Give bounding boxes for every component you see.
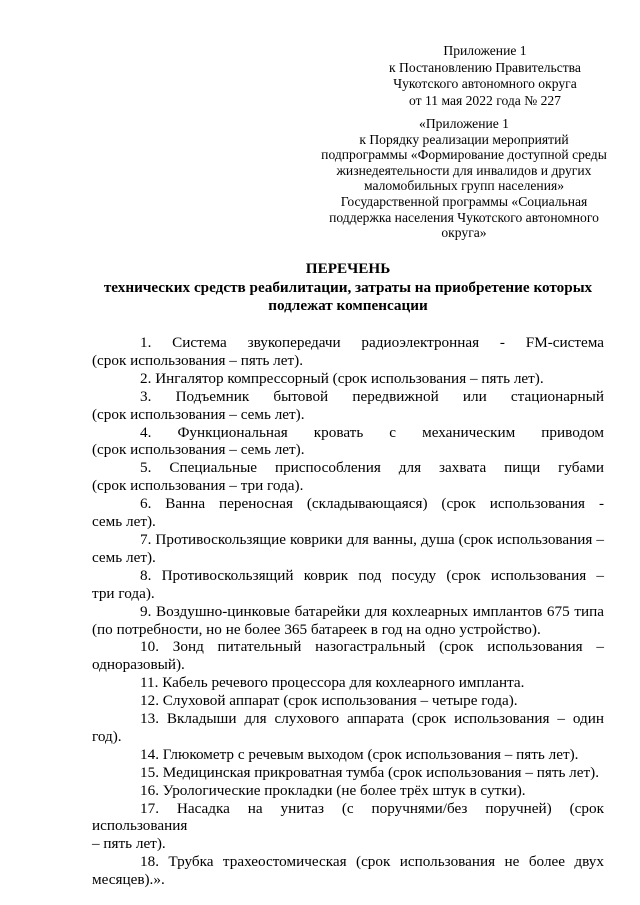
list-item-line: 14. Глюкометр с речевым выходом (срок использования – пять лет). [140, 745, 579, 763]
list-item-line: – пять лет). [92, 835, 166, 853]
document-title [92, 260, 604, 316]
list-item [92, 567, 604, 603]
list-item-line: 15. Медицинская прикроватная тумба (срок использования – пять лет). [140, 763, 599, 781]
annex-header-line: Приложение 1 [443, 43, 527, 58]
annex-sub-header [318, 116, 610, 241]
list-item-line: 16. Урологические прокладки (не более трёх штук в сутки). [140, 781, 526, 799]
list-item-line: (срок использования – семь лет). [92, 405, 305, 423]
list-item [92, 603, 604, 639]
annex-sub-line: подпрограммы «Формирование доступной среды [321, 147, 607, 163]
annex-header-line: от 11 мая 2022 года № 227 [409, 92, 561, 108]
list-item-line: 3. Подъемник бытовой передвижной или стационарный [140, 387, 604, 405]
list-item-line: 11. Кабель речевого процессора для кохлеарного импланта. [140, 674, 525, 692]
list-item-line: 6. Ванна переносная (складывающаяся) (срок использования - [140, 495, 604, 513]
annex-sub-line: Государственной программы «Социальная [340, 193, 588, 209]
list-item [92, 746, 604, 764]
list-item [92, 531, 604, 567]
list-item-line: месяцев).». [92, 871, 165, 889]
list-item-line: 4. Функциональная кровать с механическим приводом [140, 423, 604, 441]
list-item-line: 5. Специальные приспособления для захвата пищи губами [140, 459, 604, 477]
list-item-line: 2. Ингалятор компрессорный (срок использования – пять лет). [140, 369, 544, 387]
list-item [92, 424, 604, 460]
list-item [92, 334, 604, 370]
list-item-line: 8. Противоскользящий коврик под посуду (срок использования – [140, 566, 604, 584]
title-line: технических средств реабилитации, затраты на приобретение которых [103, 278, 593, 296]
list-item [92, 459, 604, 495]
list-item [92, 710, 604, 746]
list-item-line: (срок использования – пять лет). [92, 351, 303, 369]
list-item [92, 782, 604, 800]
list-item [92, 853, 604, 889]
annex-sub-line: округа» [441, 225, 487, 241]
list-item [92, 692, 604, 710]
list-item [92, 638, 604, 674]
list-item-line: 1. Система звукопередачи радиоэлектронная - FM-система [140, 334, 604, 351]
list-item [92, 370, 604, 388]
list-item [92, 674, 604, 692]
annex-header-line: к Постановлению Правительства [389, 59, 581, 75]
list-item-line: 7. Противоскользящие коврики для ванны, душа (срок использования – [140, 530, 604, 548]
list-item-line: 18. Трубка трахеостомическая (срок использования не более двух [140, 853, 604, 871]
list-item-line: 17. Насадка на унитаз (с поручнями/без поручней) (срок использования [92, 799, 604, 835]
list-item-line: (срок использования – семь лет). [92, 441, 305, 459]
list-item-line: (по потребности, но не более 365 батареек в год на одно устройство). [92, 620, 541, 638]
list-item-line: 12. Слуховой аппарат (срок использования – четыре года). [140, 692, 518, 710]
list-item-line: семь лет). [92, 513, 156, 531]
list-item [92, 388, 604, 424]
list-item-line: 13. Вкладыши для слухового аппарата (срок использования – один год). [92, 710, 604, 745]
title-line: подлежат компенсации [268, 297, 428, 314]
list-item [92, 495, 604, 531]
list-item-line: семь лет). [92, 548, 156, 566]
annex-sub-line: жизнедеятельности для инвалидов и других [336, 162, 592, 178]
list-item-line: одноразовый). [92, 656, 185, 674]
annex-sub-line: «Приложение 1 [419, 116, 509, 131]
annex-sub-line: к Порядку реализации мероприятий [359, 131, 569, 147]
list-item-line: 9. Воздушно-цинковые батарейки для кохлеарных имплантов 675 типа [140, 602, 604, 620]
equipment-list [92, 334, 604, 889]
list-item-line: 10. Зонд питательный назогастральный (срок использования – [140, 638, 604, 656]
annex-sub-line: поддержка населения Чукотского автономного [329, 209, 599, 225]
list-item-line: три года). [92, 584, 155, 602]
list-item [92, 800, 604, 854]
annex-header [360, 43, 610, 109]
list-item [92, 764, 604, 782]
list-item-line: (срок использования – три года). [92, 477, 304, 495]
annex-sub-line: маломобильных групп населения» [363, 178, 565, 194]
annex-header-line: Чукотского автономного округа [393, 76, 577, 92]
title-heading: ПЕРЕЧЕНЬ [305, 260, 391, 277]
